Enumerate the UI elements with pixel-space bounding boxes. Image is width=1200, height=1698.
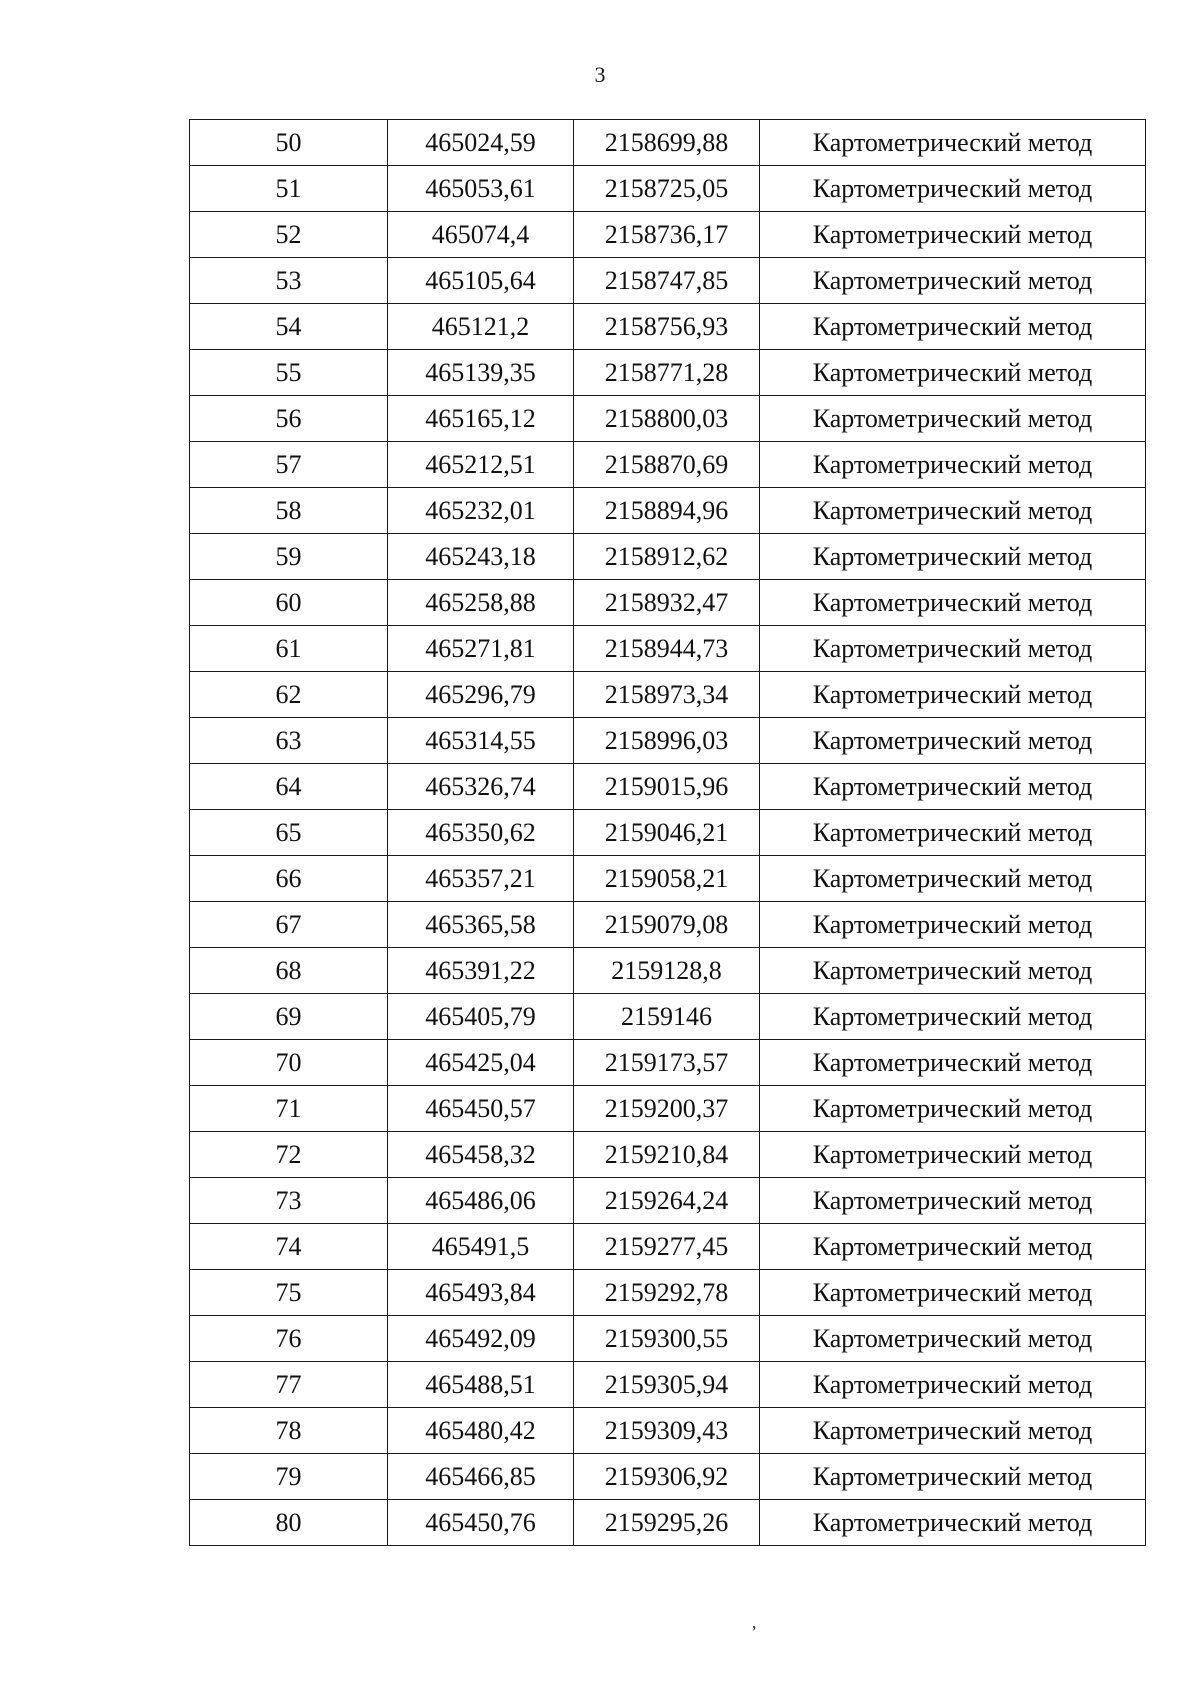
x-coordinate-cell: 465165,12	[388, 396, 574, 442]
method-cell: Картометрический метод	[760, 304, 1146, 350]
method-cell: Картометрический метод	[760, 764, 1146, 810]
method-cell: Картометрический метод	[760, 672, 1146, 718]
y-coordinate-cell: 2158756,93	[574, 304, 760, 350]
point-number-cell: 52	[190, 212, 388, 258]
table-row	[190, 166, 1146, 212]
y-coordinate-cell: 2158944,73	[574, 626, 760, 672]
table-row	[190, 626, 1146, 672]
point-number-cell: 68	[190, 948, 388, 994]
x-coordinate-cell: 465450,76	[388, 1500, 574, 1546]
method-cell: Картометрический метод	[760, 120, 1146, 166]
point-number-cell: 61	[190, 626, 388, 672]
x-coordinate-cell: 465480,42	[388, 1408, 574, 1454]
y-coordinate-cell: 2159200,37	[574, 1086, 760, 1132]
method-cell: Картометрический метод	[760, 1500, 1146, 1546]
method-cell: Картометрический метод	[760, 948, 1146, 994]
table-row	[190, 350, 1146, 396]
table-row	[190, 948, 1146, 994]
x-coordinate-cell: 465492,09	[388, 1316, 574, 1362]
x-coordinate-cell: 465314,55	[388, 718, 574, 764]
table-row	[190, 258, 1146, 304]
table-body	[190, 120, 1146, 1546]
table-row	[190, 1224, 1146, 1270]
table-row	[190, 120, 1146, 166]
point-number-cell: 77	[190, 1362, 388, 1408]
y-coordinate-cell: 2159305,94	[574, 1362, 760, 1408]
method-cell: Картометрический метод	[760, 258, 1146, 304]
table-row	[190, 1040, 1146, 1086]
point-number-cell: 65	[190, 810, 388, 856]
method-cell: Картометрический метод	[760, 1132, 1146, 1178]
table-row	[190, 764, 1146, 810]
table-row	[190, 1500, 1146, 1546]
point-number-cell: 56	[190, 396, 388, 442]
method-cell: Картометрический метод	[760, 1316, 1146, 1362]
method-cell: Картометрический метод	[760, 1270, 1146, 1316]
x-coordinate-cell: 465391,22	[388, 948, 574, 994]
method-cell: Картометрический метод	[760, 810, 1146, 856]
point-number-cell: 78	[190, 1408, 388, 1454]
y-coordinate-cell: 2159146	[574, 994, 760, 1040]
table-row	[190, 1086, 1146, 1132]
table-row	[190, 1132, 1146, 1178]
y-coordinate-cell: 2159015,96	[574, 764, 760, 810]
method-cell: Картометрический метод	[760, 1408, 1146, 1454]
method-cell: Картометрический метод	[760, 442, 1146, 488]
x-coordinate-cell: 465405,79	[388, 994, 574, 1040]
table-row	[190, 1408, 1146, 1454]
x-coordinate-cell: 465271,81	[388, 626, 574, 672]
x-coordinate-cell: 465212,51	[388, 442, 574, 488]
x-coordinate-cell: 465258,88	[388, 580, 574, 626]
table-row	[190, 534, 1146, 580]
y-coordinate-cell: 2159210,84	[574, 1132, 760, 1178]
y-coordinate-cell: 2159309,43	[574, 1408, 760, 1454]
x-coordinate-cell: 465121,2	[388, 304, 574, 350]
table-row	[190, 1316, 1146, 1362]
point-number-cell: 71	[190, 1086, 388, 1132]
y-coordinate-cell: 2159128,8	[574, 948, 760, 994]
method-cell: Картометрический метод	[760, 488, 1146, 534]
x-coordinate-cell: 465450,57	[388, 1086, 574, 1132]
x-coordinate-cell: 465491,5	[388, 1224, 574, 1270]
point-number-cell: 72	[190, 1132, 388, 1178]
method-cell: Картометрический метод	[760, 1086, 1146, 1132]
point-number-cell: 55	[190, 350, 388, 396]
method-cell: Картометрический метод	[760, 1454, 1146, 1500]
y-coordinate-cell: 2159264,24	[574, 1178, 760, 1224]
point-number-cell: 73	[190, 1178, 388, 1224]
table-row	[190, 856, 1146, 902]
table-row	[190, 994, 1146, 1040]
y-coordinate-cell: 2158771,28	[574, 350, 760, 396]
method-cell: Картометрический метод	[760, 1362, 1146, 1408]
x-coordinate-cell: 465488,51	[388, 1362, 574, 1408]
table-row	[190, 902, 1146, 948]
coordinates-table	[189, 119, 1146, 1546]
y-coordinate-cell: 2158996,03	[574, 718, 760, 764]
x-coordinate-cell: 465350,62	[388, 810, 574, 856]
method-cell: Картометрический метод	[760, 534, 1146, 580]
x-coordinate-cell: 465105,64	[388, 258, 574, 304]
method-cell: Картометрический метод	[760, 994, 1146, 1040]
x-coordinate-cell: 465493,84	[388, 1270, 574, 1316]
point-number-cell: 80	[190, 1500, 388, 1546]
x-coordinate-cell: 465458,32	[388, 1132, 574, 1178]
point-number-cell: 58	[190, 488, 388, 534]
x-coordinate-cell: 465232,01	[388, 488, 574, 534]
y-coordinate-cell: 2158747,85	[574, 258, 760, 304]
y-coordinate-cell: 2159277,45	[574, 1224, 760, 1270]
table-row	[190, 304, 1146, 350]
method-cell: Картометрический метод	[760, 1224, 1146, 1270]
method-cell: Картометрический метод	[760, 396, 1146, 442]
table-row	[190, 212, 1146, 258]
point-number-cell: 75	[190, 1270, 388, 1316]
y-coordinate-cell: 2158932,47	[574, 580, 760, 626]
point-number-cell: 53	[190, 258, 388, 304]
x-coordinate-cell: 465365,58	[388, 902, 574, 948]
point-number-cell: 57	[190, 442, 388, 488]
point-number-cell: 63	[190, 718, 388, 764]
table-row	[190, 396, 1146, 442]
method-cell: Картометрический метод	[760, 580, 1146, 626]
table-row	[190, 672, 1146, 718]
table-row	[190, 488, 1146, 534]
table-row	[190, 1178, 1146, 1224]
method-cell: Картометрический метод	[760, 1178, 1146, 1224]
point-number-cell: 59	[190, 534, 388, 580]
point-number-cell: 50	[190, 120, 388, 166]
point-number-cell: 54	[190, 304, 388, 350]
y-coordinate-cell: 2159306,92	[574, 1454, 760, 1500]
point-number-cell: 60	[190, 580, 388, 626]
point-number-cell: 66	[190, 856, 388, 902]
method-cell: Картометрический метод	[760, 350, 1146, 396]
y-coordinate-cell: 2158699,88	[574, 120, 760, 166]
x-coordinate-cell: 465139,35	[388, 350, 574, 396]
point-number-cell: 74	[190, 1224, 388, 1270]
point-number-cell: 62	[190, 672, 388, 718]
point-number-cell: 76	[190, 1316, 388, 1362]
x-coordinate-cell: 465357,21	[388, 856, 574, 902]
x-coordinate-cell: 465466,85	[388, 1454, 574, 1500]
x-coordinate-cell: 465296,79	[388, 672, 574, 718]
table-row	[190, 580, 1146, 626]
point-number-cell: 69	[190, 994, 388, 1040]
table-row	[190, 1270, 1146, 1316]
point-number-cell: 51	[190, 166, 388, 212]
point-number-cell: 67	[190, 902, 388, 948]
y-coordinate-cell: 2159173,57	[574, 1040, 760, 1086]
table-row	[190, 442, 1146, 488]
y-coordinate-cell: 2159058,21	[574, 856, 760, 902]
table-row	[190, 718, 1146, 764]
y-coordinate-cell: 2158800,03	[574, 396, 760, 442]
y-coordinate-cell: 2158725,05	[574, 166, 760, 212]
x-coordinate-cell: 465024,59	[388, 120, 574, 166]
method-cell: Картометрический метод	[760, 212, 1146, 258]
x-coordinate-cell: 465053,61	[388, 166, 574, 212]
x-coordinate-cell: 465326,74	[388, 764, 574, 810]
point-number-cell: 70	[190, 1040, 388, 1086]
y-coordinate-cell: 2158973,34	[574, 672, 760, 718]
table-row	[190, 1454, 1146, 1500]
method-cell: Картометрический метод	[760, 626, 1146, 672]
scan-artifact-mark: ,	[752, 1612, 757, 1632]
y-coordinate-cell: 2159046,21	[574, 810, 760, 856]
x-coordinate-cell: 465425,04	[388, 1040, 574, 1086]
table-row	[190, 810, 1146, 856]
method-cell: Картометрический метод	[760, 902, 1146, 948]
method-cell: Картометрический метод	[760, 1040, 1146, 1086]
method-cell: Картометрический метод	[760, 856, 1146, 902]
table-row	[190, 1362, 1146, 1408]
y-coordinate-cell: 2159295,26	[574, 1500, 760, 1546]
y-coordinate-cell: 2159079,08	[574, 902, 760, 948]
method-cell: Картометрический метод	[760, 166, 1146, 212]
y-coordinate-cell: 2158894,96	[574, 488, 760, 534]
page-number: 3	[594, 62, 606, 87]
method-cell: Картометрический метод	[760, 718, 1146, 764]
point-number-cell: 79	[190, 1454, 388, 1500]
y-coordinate-cell: 2158736,17	[574, 212, 760, 258]
x-coordinate-cell: 465074,4	[388, 212, 574, 258]
y-coordinate-cell: 2159300,55	[574, 1316, 760, 1362]
x-coordinate-cell: 465243,18	[388, 534, 574, 580]
y-coordinate-cell: 2159292,78	[574, 1270, 760, 1316]
y-coordinate-cell: 2158912,62	[574, 534, 760, 580]
x-coordinate-cell: 465486,06	[388, 1178, 574, 1224]
y-coordinate-cell: 2158870,69	[574, 442, 760, 488]
point-number-cell: 64	[190, 764, 388, 810]
